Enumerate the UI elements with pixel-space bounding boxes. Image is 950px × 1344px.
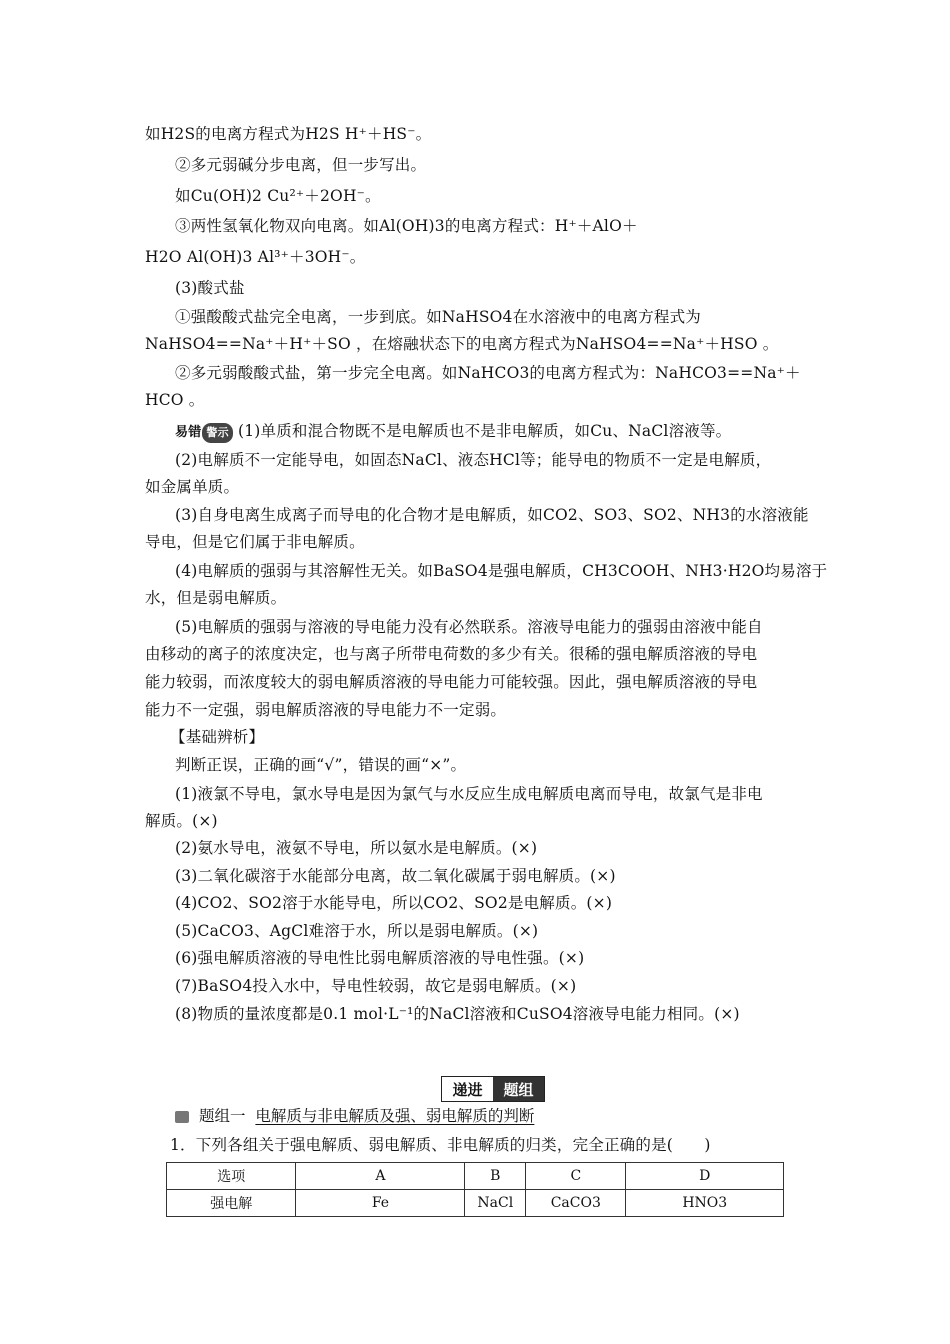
table-cell: C xyxy=(526,1163,626,1190)
pencil-icon xyxy=(175,1111,189,1123)
table-row xyxy=(167,1190,784,1217)
section-banner xyxy=(441,1076,545,1102)
table-cell: Fe xyxy=(296,1190,465,1217)
text-line: (4)电解质的强弱与其溶解性无关。如BaSO4是强电解质，CH3COOH、NH3·H2O均易溶于 xyxy=(175,562,828,580)
table-cell: NaCl xyxy=(465,1190,526,1217)
text-line: (6)强电解质溶液的导电性比弱电解质溶液的导电性强。(×) xyxy=(175,949,585,967)
text-line: 解质。(×) xyxy=(145,812,218,830)
table-row xyxy=(167,1163,784,1190)
banner-right: 题组 xyxy=(493,1077,544,1101)
text-line: (5)电解质的强弱与溶液的导电能力没有必然联系。溶液导电能力的强弱由溶液中能自 xyxy=(175,618,763,636)
text-line: ③两性氢氧化物双向电离。如Al(OH)3的电离方程式：H⁺＋AlO＋ xyxy=(175,217,638,235)
table-cell: HNO3 xyxy=(626,1190,784,1217)
group-title: 电解质与非电解质及强、弱电解质的判断 xyxy=(255,1107,535,1125)
text-line: (2)电解质不一定能导电，如固态NaCl、液态HCl等；能导电的物质不一定是电解质， xyxy=(175,451,772,469)
table-cell: B xyxy=(465,1163,526,1190)
text-line: H2O Al(OH)3 Al³⁺＋3OH⁻。 xyxy=(145,248,366,266)
text-line: 如H2S的电离方程式为H2S H⁺＋HS⁻。 xyxy=(145,125,432,143)
text-line: (3)自身电离生成离子而导电的化合物才是电解质，如CO2、SO3、SO2、NH3的水溶液能 xyxy=(175,506,809,524)
table-cell: 强电解 xyxy=(167,1190,296,1217)
warning-badge: 易错 警示 xyxy=(175,423,233,443)
text-line: (3)二氧化碳溶于水能部分电离，故二氧化碳属于弱电解质。(×) xyxy=(175,867,616,885)
text-line: (8)物质的量浓度都是0.1 mol·L⁻¹的NaCl溶液和CuSO4溶液导电能力相同。(×) xyxy=(175,1005,740,1023)
text-line: (5)CaCO3、AgCl难溶于水，所以是弱电解质。(×) xyxy=(175,922,539,940)
text-line: (3)酸式盐 xyxy=(175,279,245,297)
text-line: 水，但是弱电解质。 xyxy=(145,589,287,607)
section-heading: 【基础辨析】 xyxy=(170,728,265,746)
text-line: NaHSO4==Na⁺＋H⁺＋SO ，在熔融状态下的电离方程式为NaHSO4==Na⁺＋HSO 。 xyxy=(145,335,779,353)
text-line: ①强酸酸式盐完全电离，一步到底。如NaHSO4在水溶液中的电离方程式为 xyxy=(175,308,702,326)
table-cell: 选项 xyxy=(167,1163,296,1190)
text-line: (7)BaSO4投入水中，导电性较弱，故它是弱电解质。(×) xyxy=(175,977,577,995)
text-line: 导电，但是它们属于非电解质。 xyxy=(145,533,365,551)
text-line: 如金属单质。 xyxy=(145,478,240,496)
text-line: HCO 。 xyxy=(145,391,205,409)
warning-line xyxy=(175,421,840,443)
text-line: 能力不一定强，弱电解质溶液的导电能力不一定弱。 xyxy=(145,701,507,719)
banner-left: 递进 xyxy=(442,1077,493,1101)
question-group-heading: 题组一 电解质与非电解质及强、弱电解质的判断 xyxy=(175,1106,534,1126)
text-line: 由移动的离子的浓度决定，也与离子所带电荷数的多少有关。很稀的强电解质溶液的导电 xyxy=(145,645,758,663)
text-line: ②多元弱碱分步电离，但一步写出。 xyxy=(175,156,427,174)
options-table xyxy=(166,1162,784,1217)
text-line: 能力较弱，而浓度较大的弱电解质溶液的导电能力可能较强。因此，强电解质溶液的导电 xyxy=(145,673,758,691)
text-line: 判断正误，正确的画“√”，错误的画“×”。 xyxy=(175,756,467,774)
question-1: 1．下列各组关于强电解质、弱电解质、非电解质的归类，完全正确的是( ) xyxy=(170,1136,711,1154)
text-line: (1)单质和混合物既不是电解质也不是非电解质，如Cu、NaCl溶液等。 xyxy=(237,422,732,440)
text-line: (2)氨水导电，液氨不导电，所以氨水是电解质。(×) xyxy=(175,839,538,857)
text-line: (1)液氯不导电，氯水导电是因为氯气与水反应生成电解质电离而导电，故氯气是非电 xyxy=(175,785,763,803)
text-line: 如Cu(OH)2 Cu²⁺＋2OH⁻。 xyxy=(175,187,381,205)
table-cell: A xyxy=(296,1163,465,1190)
table-cell: CaCO3 xyxy=(526,1190,626,1217)
text-line: ②多元弱酸酸式盐，第一步完全电离。如NaHCO3的电离方程式为：NaHCO3==Na⁺＋ xyxy=(175,364,801,382)
table-cell: D xyxy=(626,1163,784,1190)
text-line: (4)CO2、SO2溶于水能导电，所以CO2、SO2是电解质。(×) xyxy=(175,894,613,912)
